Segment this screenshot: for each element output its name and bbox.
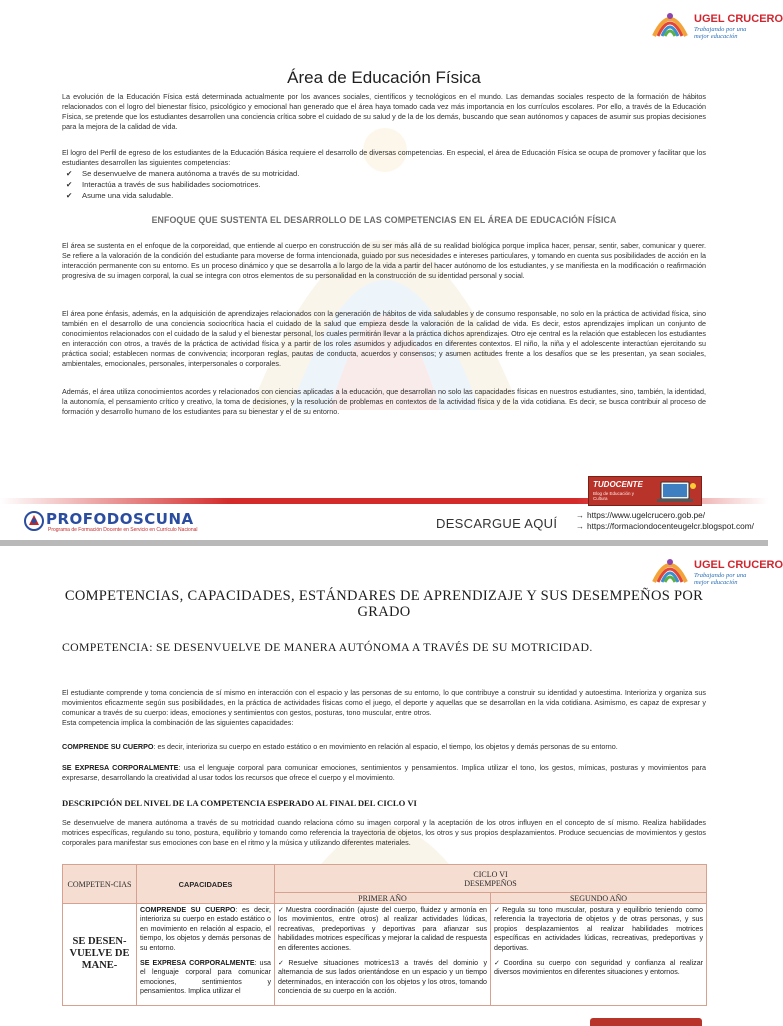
intro-paragraph: La evolución de la Educación Física está determinada actualmente por los avances sociales, científicos y tecnológicos en el mundo. Las demandas sociales respecto de la formación de hábitos relacionados con el logro del bienestar físico, psicológico y emocional han generado que el área haya tomado cada vez más importancia en los currículos escolares. Por ello, a través de la Educación Física, se pretende que los estudiantes desarrollen una conciencia crítica sobre el cuidado de su salud y de la de los demás, buscando que sean autónomos y capaces de asumir sus propias decisiones para la mejora de la calidad de vida. — [62, 92, 706, 132]
checkmark-icon: ✔ — [66, 180, 73, 189]
section-subheading: ENFOQUE QUE SUSTENTA EL DESARROLLO DE LAS COMPETENCIAS EN EL ÁREA DE EDUCACIÓN FÍSICA — [151, 215, 617, 225]
page-title: Área de Educación Física — [287, 68, 481, 87]
header-competencias: COMPETEN-CIAS — [63, 865, 137, 904]
laptop-icon — [653, 480, 697, 504]
competence-cell: SE DESEN-VUELVE DE MANE- — [63, 904, 137, 1006]
logo-slogan: Trabajando por una mejor educación — [694, 26, 747, 40]
first-year-cell — [275, 904, 491, 1006]
checkmark-icon: ✔ — [66, 191, 73, 200]
level-description: Se desenvuelve de manera autónoma a través de su motricidad cuando relaciona cómo su imagen corporal y la aceptación de los otros influyen en el concepto de sí mismo. Realiza habilidades motrices específicas, regulando su tono, postura, equilibrio y tomando como referencia la trayectoria de objetos, los otros y sus propios desplazamientos. Produce secuencias de movimientos y gestos corporales para manifestar sus emociones con base en el ritmo y la música y utilizando diferentes materiales. — [62, 818, 706, 847]
link-blog[interactable]: → https://formaciondocenteugelcr.blogspot.com/ — [576, 521, 754, 531]
competence-heading: COMPETENCIA: SE DESENVUELVE DE MANERA AUTÓNOMA A TRAVÉS DE SU MOTRICIDAD. — [62, 640, 593, 654]
logo-name: UGEL CRUCERO — [694, 13, 783, 25]
profodoscuna-emblem-icon — [24, 510, 44, 532]
list-item: ✓Regula su tono muscular, postura y equilibrio teniendo como referencia la trayectoria de objetos y de otras personas, y sus propios desplazamientos al realizar habilidades motrices específicas en actividades lúdicas, recreativas, predeportivas y deportivas. — [494, 906, 704, 952]
checkmark-icon: ✔ — [66, 169, 73, 178]
header-primer-anio: PRIMER AÑO — [275, 893, 491, 904]
capacity-1-paragraph: COMPRENDE SU CUERPO: es decir, interioriza su cuerpo en estado estático o en movimiento en relación al espacio, el tiempo, los objetos y demás personas de su entorno. — [62, 742, 618, 751]
document-page-2 — [0, 546, 783, 1024]
link-ugel[interactable]: → https://www.ugelcrucero.gob.pe/ — [576, 510, 706, 520]
checkmark-icon: ✓ — [494, 959, 503, 968]
list-item: ✓Resuelve situaciones motrices13 a través del dominio y alternancia de sus lados orientándose en un espacio y un tiempo determinados, en interacción con los objetos y los otros, tomando conciencia de su cuerpo en la acción. — [278, 959, 487, 996]
habits-paragraph: El área pone énfasis, además, en la adquisición de aprendizajes relacionados con la generación de hábitos de vida saludables y de consumo responsable, no solo en la práctica de actividad física, sino también en el desarrollo de una conciencia sociocrítica hacia el cuidado de la salud que empieza desde la valoración de la calidad de vida. Es decir, estos aprendizajes implican un conjunto de conocimientos relacionados con el cuidado de la salud y el bienestar personal, los cuales permitirán llevar a la práctica dichos aprendizajes. Otro eje central es la relación que establecen los estudiantes en interacción con otros, a través de la práctica de actividad física y a partir de los roles asumidos y adjudicados en diferentes contextos. El niño, la niña y el adolescente interactúan ejercitando su práctica social; establecen normas de convivencia; incorporan reglas, pautas de conducta, acuerdos y consensos; y asumen actitudes frente a los desafíos que se les presentan, ya sean sociales, ambientales, emocionales, personales, interpersonales o corporales. — [62, 309, 706, 369]
arrow-right-icon: → — [576, 511, 584, 520]
footer-links — [576, 510, 754, 532]
brand-name: PROFODOSCUNA — [46, 510, 194, 528]
profile-paragraph: El logro del Perfil de egreso de los estudiantes de la Educación Básica requiere el desarrollo de diversas competencias. En especial, el área de Educación Física se ocupa de promover y facilitar que los estudiantes desarrollen las siguientes competencias: — [62, 148, 706, 168]
download-label: DESCARGUE AQUÍ — [436, 516, 558, 531]
ugel-emblem-icon — [650, 552, 690, 592]
checkmark-icon: ✓ — [494, 906, 502, 914]
list-item: ✓Muestra coordinación (ajuste del cuerpo, fluidez y armonía en los movimientos, entre otros) al realizar actividades lúdicas, recreativas, predeportivas y deportivas para afianzar sus habilidades motrices específicas y mejorar la calidad de respuesta en diferentes acciones. — [278, 906, 487, 952]
competence-table — [62, 864, 707, 1006]
checkmark-icon: ✓ — [278, 906, 285, 914]
competencies-list — [66, 168, 299, 201]
header-capacidades: CAPACIDADES — [137, 865, 275, 904]
footer-tab — [590, 1018, 702, 1026]
sciences-paragraph: Además, el área utiliza conocimientos acordes y relacionados con ciencias aplicadas a la educación, que desarrollan no solo las capacidades físicas en nuestros estudiantes, sino, también, la identidad, la autonomía, el pensamiento crítico y creativo, la toma de decisiones, y la resolución de problemas en contextos de la actividad física y de la vida cotidiana. Es decir, se busca contribuir al proceso de formación y desarrollo humano de los estudiantes para su bienestar y el de su entorno. — [62, 387, 706, 417]
arrow-right-icon: → — [576, 522, 584, 531]
capacities-cell: COMPRENDE SU CUERPO: es decir, interioriza su cuerpo en estado estático o en movimiento en relación al espacio, el tiempo, los objetos y demás personas de su entorno. SE EXPRESA CORPORALMENTE: usa el lenguaje corporal para comunicar emociones, sentimientos y pensamientos. Implica utilizar el — [137, 904, 275, 1006]
table-row — [63, 904, 707, 1006]
checkmark-icon: ✓ — [278, 959, 288, 968]
header-ciclo: CICLO VI DESEMPEÑOS — [275, 865, 707, 893]
brand-subtitle: Programa de Formación Docente en Servicio en Currículo Nacional — [48, 527, 198, 533]
tudocente-subtitle: Blog de Educación y Cultura — [593, 491, 635, 501]
level-heading: DESCRIPCIÓN DEL NIVEL DE LA COMPETENCIA ESPERADO AL FINAL DEL CICLO VI — [62, 798, 417, 808]
list-item: ✔ Interactúa a través de sus habilidades sociomotrices. — [66, 180, 261, 189]
competence-intro: El estudiante comprende y toma conciencia de sí mismo en interacción con el espacio y las personas de su entorno, lo que contribuye a construir su identidad y autoestima. Interioriza y organiza sus movimientos eficazmente según sus posibilidades, en la práctica de actividades físicas como el juego, el deporte y aquellas que se desarrollan en la vida cotidiana. Asimismo, es capaz de expresar y comunicar a través de su cuerpo: ideas, emociones y sentimientos con gestos, posturas, tono muscular, entre otros. Esta competencia implica la combinación de las siguientes capacidades: — [62, 688, 706, 727]
ugel-crucero-logo — [650, 6, 783, 48]
logo-slogan: Trabajando por una mejor educación — [694, 572, 747, 586]
second-year-cell — [491, 904, 707, 1006]
list-item: ✓Coordina su cuerpo con seguridad y confianza al realizar diversos movimientos en diferentes situaciones y entornos. — [494, 959, 704, 977]
list-item: ✔ Asume una vida saludable. — [66, 191, 174, 200]
ugel-emblem-icon — [650, 6, 690, 46]
capacity-2-paragraph: SE EXPRESA CORPORALMENTE: usa el lenguaje corporal para comunicar emociones, sentimientos y pensamientos. Implica utilizar el tono, los gestos, mímicas, posturas y movimientos para expresarse, desarrollando la creatividad al usar todos los recursos que ofrece el cuerpo y el movimiento. — [62, 763, 706, 782]
header-segundo-anio: SEGUNDO AÑO — [491, 893, 707, 904]
tudocente-banner[interactable] — [588, 476, 702, 506]
tudocente-name: TUDOCENTE — [593, 480, 643, 489]
page-title: COMPETENCIAS, CAPACIDADES, ESTÁNDARES DE APRENDIZAJE Y SUS DESEMPEÑOS POR GRADO — [64, 588, 704, 620]
list-item: ✔ Se desenvuelve de manera autónoma a través de su motricidad. — [66, 169, 300, 178]
corporeidad-paragraph: El área se sustenta en el enfoque de la corporeidad, que entiende al cuerpo en construcción de su ser más allá de su realidad biológica porque implica hacer, pensar, sentir, saber, comunicar y querer. Se refiere a la valoración de la condición del estudiante para moverse de forma intencionada, guiado por sus necesidades e intereses particulares, y tomando en cuenta sus posibilidades de acción en la interacción permanente con su entorno. Es un proceso dinámico y que se desarrolla a lo largo de la vida a partir del hacer autónomo de los estudiantes, y se manifiesta en la modificación o reafirmación progresiva de su imagen corporal, la cual se integra con otros elementos de su personalidad en la construcción de su identidad personal y social. — [62, 241, 706, 281]
logo-name: UGEL CRUCERO — [694, 559, 783, 571]
